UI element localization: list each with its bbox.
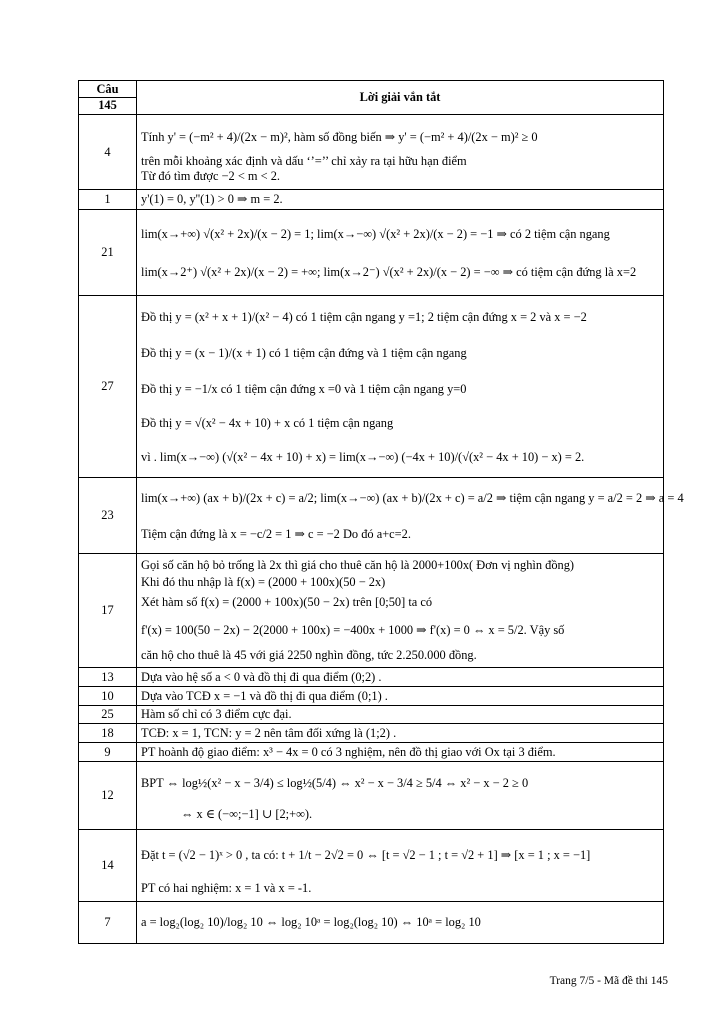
table-row (79, 554, 664, 668)
solution-line: BPT ⇔ log½(x² − x − 3/4) ≤ log½(5/4) ⇔ x² − x − 3/4 ≥ 5/4 ⇔ x² − x − 2 ≥ 0 (141, 775, 529, 790)
solution-line: lim(x→+∞) (ax + b)/(2x + c) = a/2; lim(x→−∞) (ax + b)/(2x + c) = a/2 ⇒ tiệm cận ngang y = a/2 = 2 ⇒ a = 4 (141, 490, 684, 505)
question-number: 10 (79, 687, 137, 706)
solution-line: trên mỗi khoảng xác định và dấu ‘’=’’ chỉ xảy ra tại hữu hạn điểm (141, 154, 467, 168)
solution-cell (137, 296, 664, 478)
solution-cell (137, 830, 664, 902)
question-number: 12 (79, 762, 137, 830)
solution-cell (137, 902, 664, 944)
solution-line: a = log₂(log₂ 10)/log₂ 10 ⇔ log₂ 10ᵃ = log₂(log₂ 10) ⇔ 10ᵃ = log₂ 10 (141, 915, 481, 929)
question-number: 1 (79, 190, 137, 210)
solution-line: Tính y' = (−m² + 4)/(2x − m)², hàm số đồng biến ⇒ y' = (−m² + 4)/(2x − m)² ≥ 0 (141, 130, 538, 144)
solution-line: Từ đó tìm được −2 < m < 2. (141, 169, 281, 183)
solution-line: Đồ thị y = −1/x có 1 tiệm cận đứng x =0 và 1 tiệm cận ngang y=0 (141, 381, 467, 396)
solution-cell (137, 706, 664, 724)
solution-line: Dựa vào hệ số a < 0 và đồ thị đi qua điểm (0;2) . (141, 669, 382, 684)
solution-line: PT có hai nghiệm: x = 1 và x = -1. (141, 880, 312, 895)
table-row (79, 706, 664, 724)
cau-header-cell (79, 81, 137, 115)
solution-line: y'(1) = 0, y''(1) > 0 ⇒ m = 2. (141, 192, 283, 206)
cau-number: 145 (79, 97, 136, 113)
table-row (79, 687, 664, 706)
question-number: 9 (79, 743, 137, 762)
solution-line: TCĐ: x = 1, TCN: y = 2 nên tâm đối xứng là (1;2) . (141, 725, 397, 740)
question-number: 25 (79, 706, 137, 724)
solution-cell (137, 668, 664, 687)
cau-label: Câu (96, 82, 119, 96)
solution-line: PT hoành độ giao điểm: x³ − 4x = 0 có 3 nghiệm, nên đồ thị giao với Ox tại 3 điểm. (141, 744, 556, 759)
solution-line: căn hộ cho thuê là 45 với giá 2250 nghìn đồng, tức 2.250.000 đồng. (141, 648, 477, 662)
solution-line: Dựa vào TCĐ x = −1 và đồ thị đi qua điểm (0;1) . (141, 688, 388, 703)
solution-line: Gọi số căn hộ bỏ trống là 2x thì giá cho thuê căn hộ là 2000+100x( Đơn vị nghìn đồng) (141, 558, 575, 572)
question-number: 14 (79, 830, 137, 902)
table-row (79, 478, 664, 554)
solution-line: vì . lim(x→−∞) (√(x² − 4x + 10) + x) = lim(x→−∞) (−4x + 10)/(√(x² − 4x + 10) − x) = 2. (141, 449, 585, 464)
solution-cell (137, 210, 664, 296)
table-row (79, 743, 664, 762)
solution-cell (137, 554, 664, 668)
solution-line: ⇔ x ∈ (−∞;−1] ∪ [2;+∞). (181, 806, 313, 821)
question-number: 13 (79, 668, 137, 687)
solution-cell (137, 478, 684, 554)
solution-cell (137, 190, 664, 210)
table-header-row (79, 81, 664, 115)
solution-cell (137, 724, 664, 743)
solution-line: f'(x) = 100(50 − 2x) − 2(2000 + 100x) = −400x + 1000 ⇒ f'(x) = 0 ⇔ x = 5/2. Vậy số (141, 623, 565, 637)
page-footer: Trang 7/5 - Mã đề thi 145 (549, 975, 668, 987)
question-number: 23 (79, 478, 137, 554)
table-row (79, 115, 664, 190)
solution-cell (137, 687, 664, 706)
solution-line: Đồ thị y = (x² + x + 1)/(x² − 4) có 1 tiệm cận ngang y =1; 2 tiệm cận đứng x = 2 và x = −2 (141, 309, 587, 324)
question-number: 7 (79, 902, 137, 944)
table-row (79, 762, 664, 830)
solution-table (78, 80, 684, 944)
solution-cell (137, 743, 664, 762)
solution-line: lim(x→2⁺) √(x² + 2x)/(x − 2) = +∞; lim(x→2⁻) √(x² + 2x)/(x − 2) = −∞ ⇒ có tiệm cận đứng là x=2 (141, 264, 637, 279)
solution-line: lim(x→+∞) √(x² + 2x)/(x − 2) = 1; lim(x→−∞) √(x² + 2x)/(x − 2) = −1 ⇒ có 2 tiệm cận ngang (141, 226, 610, 241)
solution-line: Đồ thị y = √(x² − 4x + 10) + x có 1 tiệm cận ngang (141, 415, 394, 430)
solution-cell (137, 762, 664, 830)
solution-line: Khi đó thu nhập là f(x) = (2000 + 100x)(50 − 2x) (141, 575, 386, 589)
question-number: 21 (79, 210, 137, 296)
table-row (79, 724, 664, 743)
table-row (79, 902, 664, 944)
table-row (79, 210, 664, 296)
table-row (79, 296, 664, 478)
question-number: 27 (79, 296, 137, 478)
solution-line: Hàm số chỉ có 3 điểm cực đại. (141, 707, 292, 721)
solution-line: Xét hàm số f(x) = (2000 + 100x)(50 − 2x) trên [0;50] ta có (141, 595, 433, 609)
table-row (79, 830, 664, 902)
solution-line: Tiệm cận đứng là x = −c/2 = 1 ⇒ c = −2 Do đó a+c=2. (141, 526, 411, 541)
question-number: 4 (79, 115, 137, 190)
table-row (79, 668, 664, 687)
solution-cell (137, 115, 664, 190)
solution-line: Đồ thị y = (x − 1)/(x + 1) có 1 tiệm cận đứng và 1 tiệm cận ngang (141, 345, 467, 360)
question-number: 17 (79, 554, 137, 668)
solution-title: Lời giải vắn tắt (137, 81, 664, 115)
question-number: 18 (79, 724, 137, 743)
solution-line: Đặt t = (√2 − 1)ˣ > 0 , ta có: t + 1/t − 2√2 = 0 ⇔ [t = √2 − 1 ; t = √2 + 1] ⇒ [x = 1 ; x = −1] (141, 847, 591, 862)
table-row (79, 190, 664, 210)
